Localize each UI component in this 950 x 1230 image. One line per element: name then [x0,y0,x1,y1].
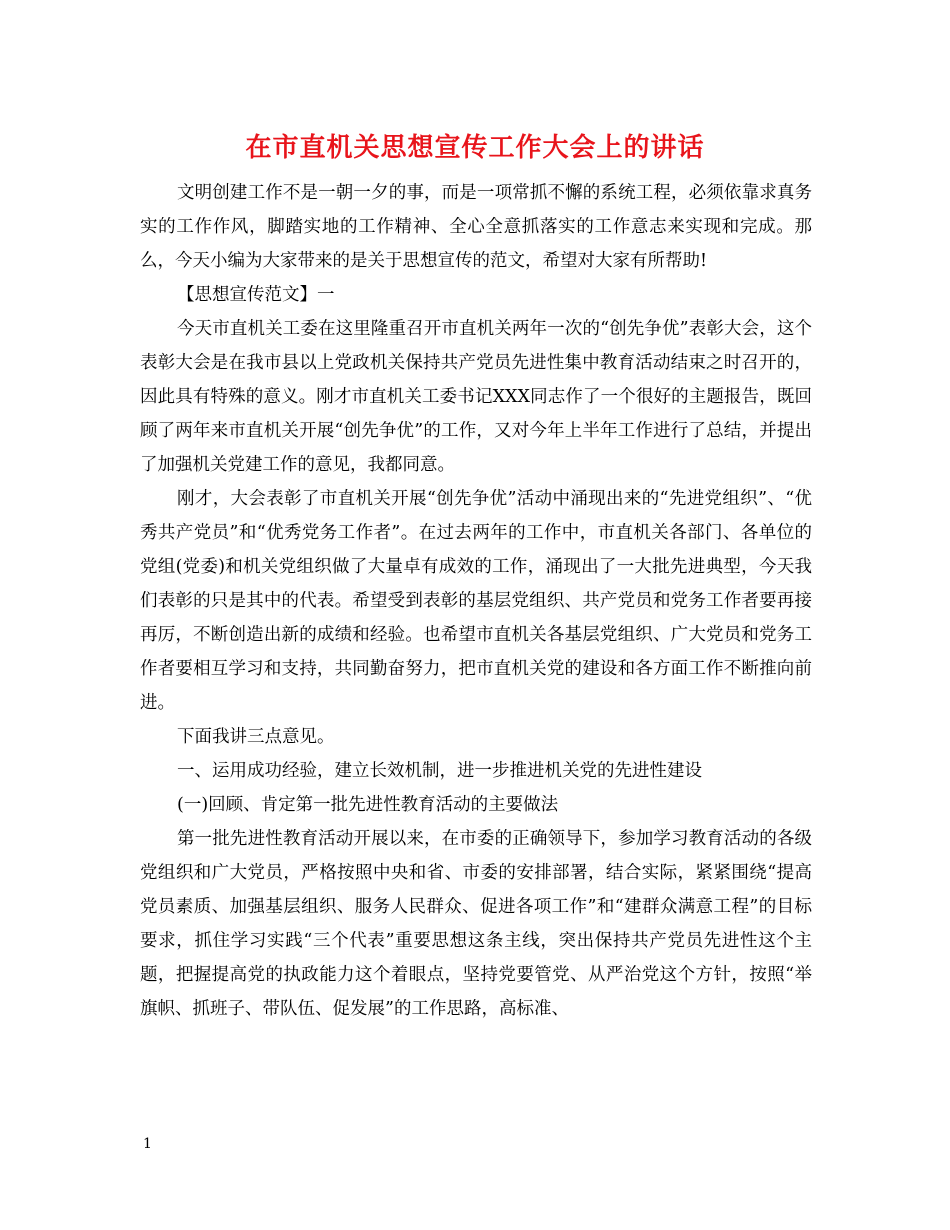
page-number: 1 [143,1136,152,1152]
document-title: 在市直机关思想宣传工作大会上的讲话 [245,133,705,163]
document-body [140,176,812,1026]
paragraph-opening: 今天市直机关工委在这里隆重召开市直机关两年一次的“创先争优”表彰大会，这个表彰大会是在我市县以上党政机关保持共产党员先进性集中教育活动结束之时召开的，因此具有特殊的意义。刚才市直机关工委书记XXX同志作了一个很好的主题报告，既回顾了两年来市直机关开展“创先争优”的工作，又对今年上半年工作进行了总结，并提出了加强机关党建工作的意见，我都同意。 [140,319,812,475]
paragraph-three-points: 下面我讲三点意见。 [177,727,335,747]
paragraph-point-one: 一、运用成功经验，建立长效机制，进一步推进机关党的先进性建设 [177,761,702,781]
paragraph-review: 第一批先进性教育活动开展以来，在市委的正确领导下，参加学习教育活动的各级党组织和广大党员，严格按照中央和省、市委的安排部署，结合实际，紧紧围绕“提高党员素质、加强基层组织、服务人民群众、促进各项工作”和“建群众满意工程”的目标要求，抓住学习实践“三个代表”重要思想这条主线，突出保持共产党员先进性这个主题，把握提高党的执政能力这个着眼点，坚持党要管党、从严治党这个方针，按照“举旗帜、抓班子、带队伍、促发展”的工作思路，高标准、 [140,829,812,1019]
paragraph-section-heading: 【思想宣传范文】一 [177,285,335,305]
paragraph-commendation: 刚才，大会表彰了市直机关开展“创先争优”活动中涌现出来的“先进党组织”、“优秀共产党员”和“优秀党务工作者”。在过去两年的工作中，市直机关各部门、各单位的党组(党委)和机关党组织做了大量卓有成效的工作，涌现出了一大批先进典型，今天我们表彰的只是其中的代表。希望受到表彰的基层党组织、共产党员和党务工作者要再接再厉，不断创造出新的成绩和经验。也希望市直机关各基层党组织、广大党员和党务工作者要相互学习和支持，共同勤奋努力，把市直机关党的建设和各方面工作不断推向前进。 [140,489,812,713]
paragraph-subpoint-one: (一)回顾、肯定第一批先进性教育活动的主要做法 [177,795,559,815]
paragraph-intro: 文明创建工作不是一朝一夕的事，而是一项常抓不懈的系统工程，必须依靠求真务实的工作作风，脚踏实地的工作精神、全心全意抓落实的工作意志来实现和完成。那么，今天小编为大家带来的是关于思想宣传的范文，希望对大家有所帮助! [140,183,812,271]
